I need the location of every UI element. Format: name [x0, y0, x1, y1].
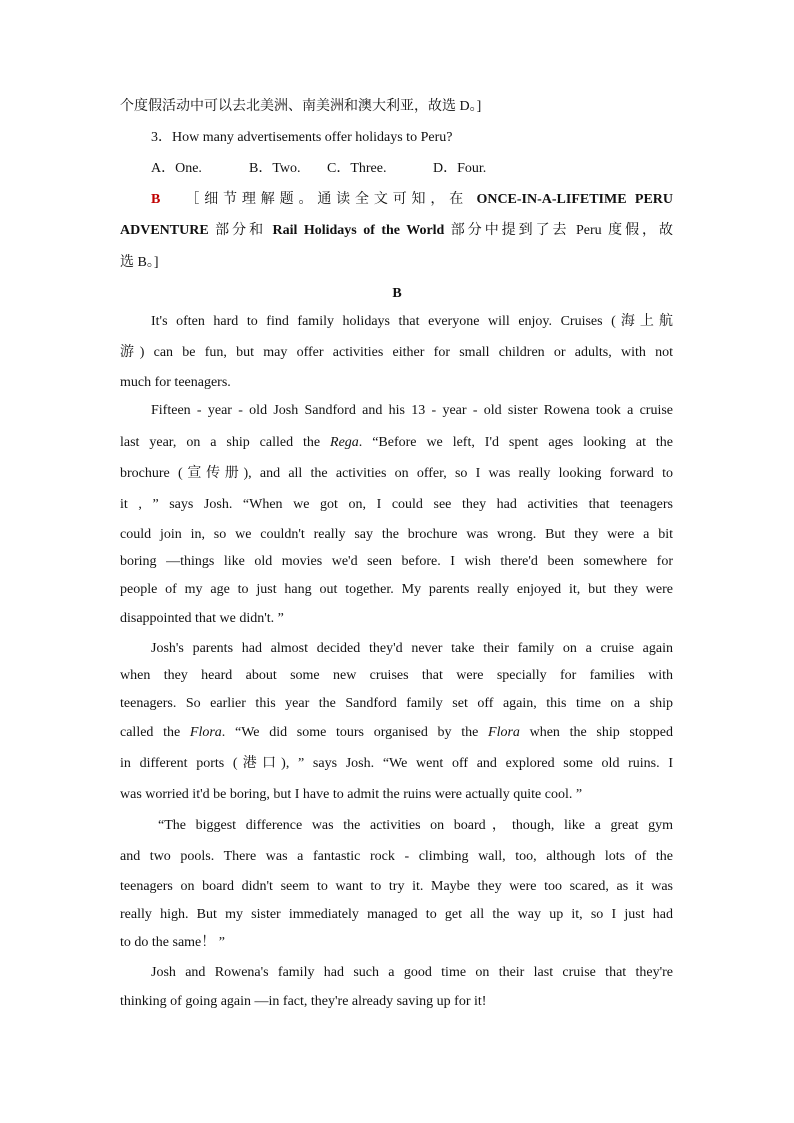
- question-3: 3．How many advertisements offer holidays to Peru?: [151, 130, 453, 145]
- para4-line1: “The biggest difference was the activities on board，though, like a great gym: [158, 818, 673, 833]
- para4-line3: teenagers on board didn't seem to want to try it. Maybe they were too scared, as it was: [120, 879, 673, 894]
- para3-line2: when they heard about some new cruises that were specially for families with: [120, 668, 673, 683]
- answer-letter: B: [151, 192, 161, 207]
- para2-line3: brochure (宣传册), and all the activities on offer, so I was really looking forward to: [120, 466, 673, 481]
- answer-explanation-tail: 个度假活动中可以去北美洲、南美洲和澳大利亚，故选 D。]: [120, 99, 482, 114]
- para3-line6: was worried it'd be boring, but I have to admit the ruins were actually quite cool. ”: [120, 787, 583, 802]
- para2-line6: boring —things like old movies we'd seen before. I wish there'd been somewhere for: [120, 554, 673, 569]
- para2-line4: it , ” says Josh. “When we got on, I could see they had activities that teenagers: [120, 497, 673, 512]
- para2-line2: last year, on a ship called the Rega. “Before we left, I'd spent ages looking at the: [120, 435, 674, 450]
- para4-line5: to do the same！ ”: [120, 935, 225, 950]
- para4-line4: really high. But my sister immediately managed to get all the way up it, so I just had: [120, 907, 673, 922]
- para5-line1: Josh and Rowena's family had such a good time on their last cruise that they're: [151, 965, 673, 980]
- para2-line8: disappointed that we didn't. ”: [120, 611, 284, 626]
- para3-line3: teenagers. So earlier this year the Sandford family set off again, this time on a ship: [120, 696, 673, 711]
- option-b: B．Two.: [249, 161, 301, 176]
- option-d: D．Four.: [433, 161, 487, 176]
- answer-line-2: ADVENTURE 部分和 Rail Holidays of the World 部分中提到了去 Peru 度假，故: [120, 223, 673, 238]
- para3-line5: in different ports (港口), ” says Josh. “We went off and explored some old ruins. I: [120, 756, 673, 771]
- para2-line1: Fifteen - year - old Josh Sandford and his 13 - year - old sister Rowena took a cruise: [151, 403, 673, 418]
- para5-line2: thinking of going again —in fact, they're already saving up for it!: [120, 994, 487, 1009]
- answer-line-1: B ［细节理解题。通读全文可知，在 ONCE-IN-A-LIFETIME PERU: [151, 192, 674, 207]
- para4-line2: and two pools. There was a fantastic rock - climbing wall, too, although lots of the: [120, 849, 673, 864]
- section-heading: B: [392, 286, 402, 301]
- para1-line1: It's often hard to find family holidays that everyone will enjoy. Cruises (海上航: [151, 314, 673, 329]
- option-a: A．One.: [151, 161, 202, 176]
- para2-line5: could join in, so we couldn't really say the brochure was wrong. But they were a bit: [120, 527, 673, 542]
- answer-line-3: 选 B。]: [120, 255, 159, 270]
- para3-line1: Josh's parents had almost decided they'd never take their family on a cruise again: [151, 641, 673, 656]
- option-c: C．Three.: [327, 161, 387, 176]
- para1-line3: much for teenagers.: [120, 375, 231, 390]
- para2-line7: people of my age to just hang out together. My parents really enjoyed it, but they were: [120, 582, 673, 597]
- para1-line2: 游) can be fun, but may offer activities either for small children or adults, with not: [120, 345, 673, 360]
- para3-line4: called the Flora. “We did some tours organised by the Flora when the ship stopped: [120, 725, 673, 740]
